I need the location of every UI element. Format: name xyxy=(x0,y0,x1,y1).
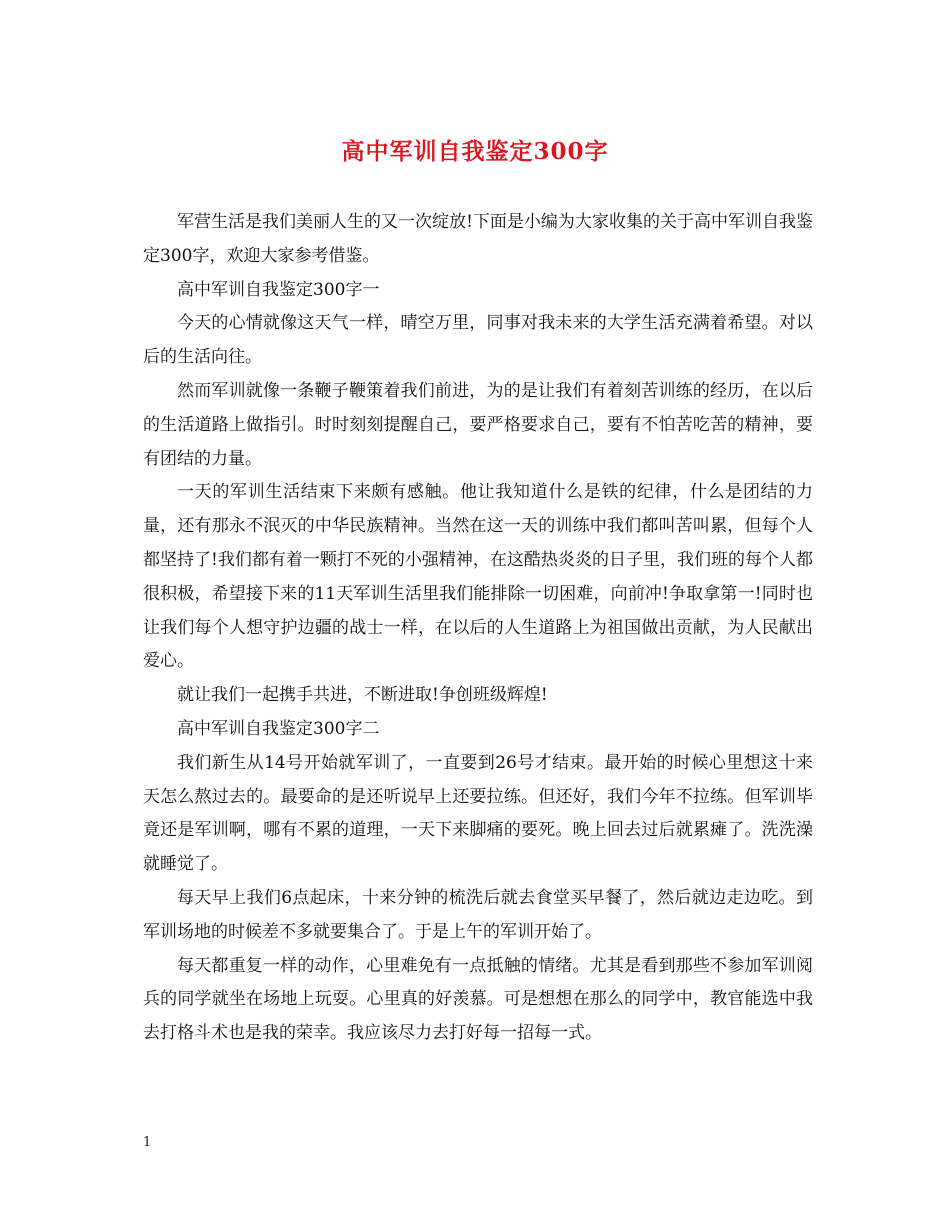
body-paragraph: 然而军训就像一条鞭子鞭策着我们前进，为的是让我们有着刻苦训练的经历，在以后的生活道路上做指引。时时刻刻提醒自己，要严格要求自己，要有不怕苦吃苦的精神，要有团结的力量。 xyxy=(143,380,813,469)
body-paragraph: 就让我们一起携手共进，不断进取!争创班级辉煌! xyxy=(177,685,548,706)
body-paragraph: 一天的军训生活结束下来颇有感触。他让我知道什么是铁的纪律，什么是团结的力量，还有那永不泯灭的中华民族精神。当然在这一天的训练中我们都叫苦叫累，但每个人都坚持了!我们都有着一颗打不死的小强精神，在这酷热炎炎的日子里，我们班的每个人都很积极，希望接下来的11天军训生活里我们能排除一切困难，向前冲!争取拿第一!同时也让我们每个人想守护边疆的战士一样，在以后的人生道路上为祖国做出贡献，为人民献出爱心。 xyxy=(143,482,813,672)
intro-paragraph: 军营生活是我们美丽人生的又一次绽放!下面是小编为大家收集的关于高中军训自我鉴定300字，欢迎大家参考借鉴。 xyxy=(143,212,813,266)
body-paragraph: 每天早上我们6点起床，十来分钟的梳洗后就去食堂买早餐了，然后就边走边吃。到军训场地的时候差不多就要集合了。于是上午的军训开始了。 xyxy=(143,887,813,942)
body-paragraph: 每天都重复一样的动作，心里难免有一点抵触的情绪。尤其是看到那些不参加军训阅兵的同学就坐在场地上玩耍。心里真的好羡慕。可是想想在那么的同学中，教官能选中我去打格斗术也是我的荣幸。我应该尽力去打好每一招每一式。 xyxy=(143,955,813,1044)
section-heading-1: 高中军训自我鉴定300字一 xyxy=(177,279,380,300)
document-title: 高中军训自我鉴定300字 xyxy=(341,138,609,165)
body-paragraph: 我们新生从14号开始就军训了，一直要到26号才结束。最开始的时候心里想这十来天怎么熬过去的。最要命的是还听说早上还要拉练。但还好，我们今年不拉练。但军训毕竟还是军训啊，哪有不累的道理，一天下来脚痛的要死。晚上回去过后就累瘫了。洗洗澡就睡觉了。 xyxy=(143,752,813,875)
page-number: 1 xyxy=(143,1135,152,1150)
section-heading-2: 高中军训自我鉴定300字二 xyxy=(177,718,380,739)
body-paragraph: 今天的心情就像这天气一样，晴空万里，同事对我未来的大学生活充满着希望。对以后的生活向往。 xyxy=(143,313,813,368)
document-body xyxy=(143,206,813,1051)
